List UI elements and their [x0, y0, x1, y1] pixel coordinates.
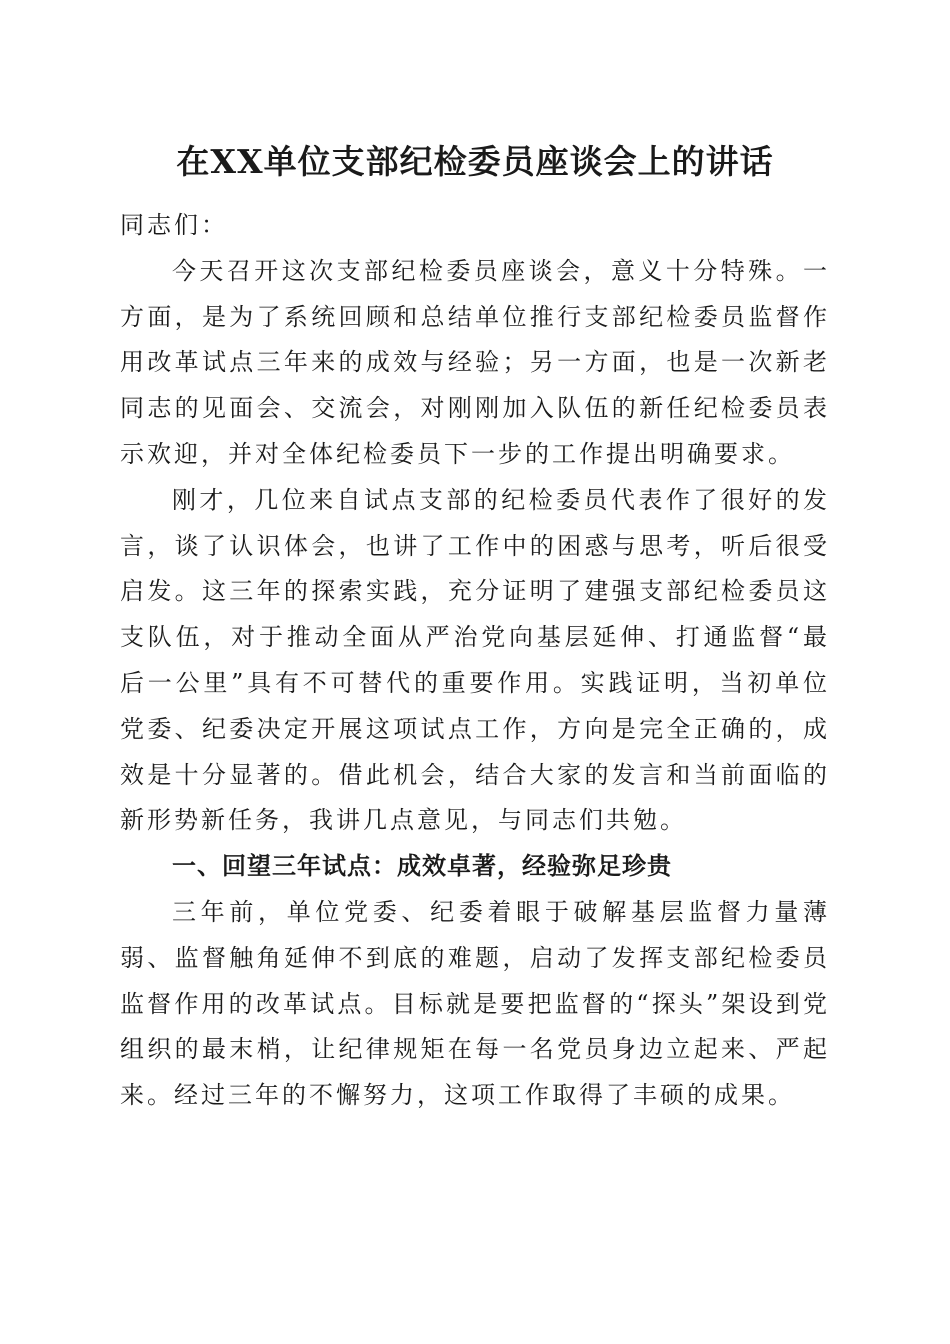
- salutation: 同志们：: [120, 211, 228, 239]
- paragraph-review: 刚才，几位来自试点支部的纪检委员代表作了很好的发言，谈了认识体会，也讲了工作中的困惑与思考，听后很受启发。这三年的探索实践，充分证明了建强支部纪检委员这支队伍，对于推动全面从严治党向基层延伸、打通监督“最后一公里”具有不可替代的重要作用。实践证明，当初单位党委、纪委决定开展这项试点工作，方向是完全正确的，成效是十分显著的。借此机会，结合大家的发言和当前面临的新形势新任务，我讲几点意见，与同志们共勉。: [120, 485, 830, 835]
- paragraph-opening: 今天召开这次支部纪检委员座谈会，意义十分特殊。一方面，是为了系统回顾和总结单位推行支部纪检委员监督作用改革试点三年来的成效与经验；另一方面，也是一次新老同志的见面会、交流会，对刚刚加入队伍的新任纪检委员表示欢迎，并对全体纪检委员下一步的工作提出明确要求。: [120, 256, 830, 468]
- document-body: [120, 203, 830, 1119]
- section-heading: 一、回望三年试点：成效卓著，经验弥足珍贵: [172, 852, 672, 881]
- paragraph-section-one: 三年前，单位党委、纪委着眼于破解基层监督力量薄弱、监督触角延伸不到底的难题，启动了发挥支部纪检委员监督作用的改革试点。目标就是要把监督的“探头”架设到党组织的最末梢，让纪律规矩在每一名党员身边立起来、严起来。经过三年的不懈努力，这项工作取得了丰硕的成果。: [120, 897, 830, 1110]
- document-title: 在XX单位支部纪检委员座谈会上的讲话: [176, 142, 774, 181]
